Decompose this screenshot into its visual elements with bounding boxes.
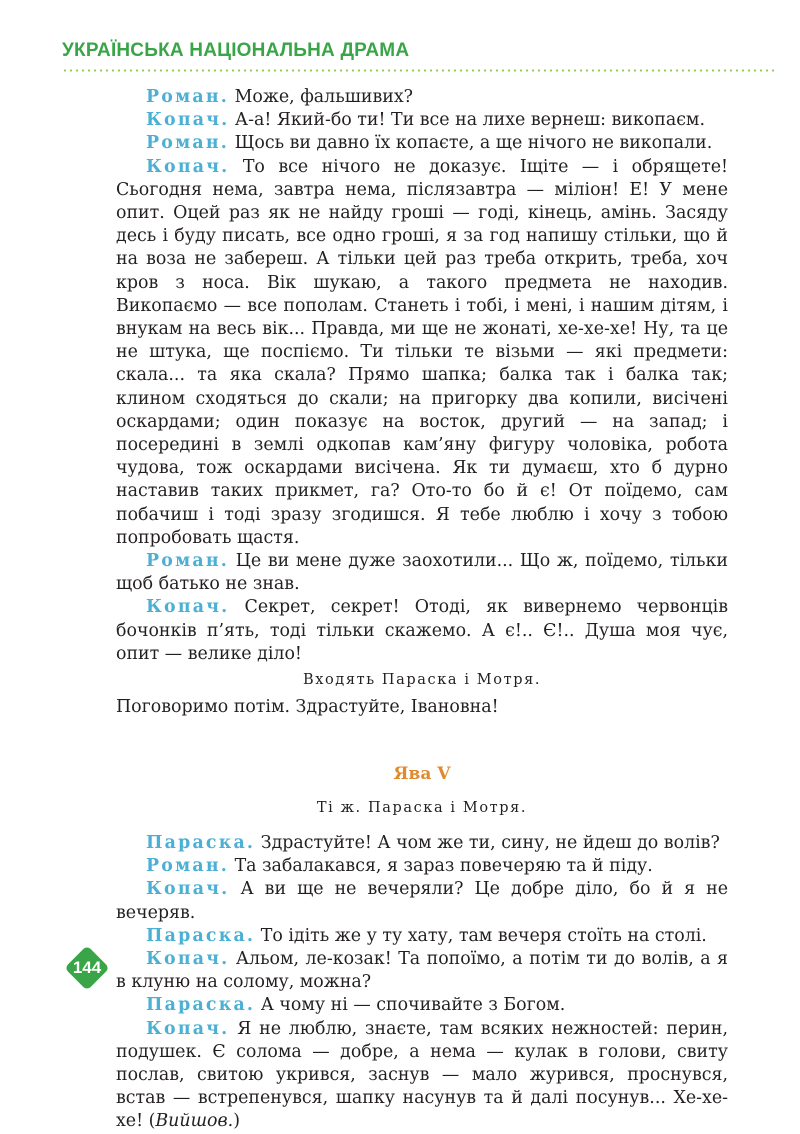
- speaker-name: Параска.: [146, 995, 256, 1016]
- dialogue-line: [116, 994, 728, 1017]
- dialogue-line: [116, 86, 728, 109]
- dialogue-line: [116, 878, 728, 924]
- speaker-name: Роман.: [146, 87, 230, 107]
- line-text: Я не люблю, знаєте, там всяких нежностей: перин, подушек. Є солома — добре, а нема — кулак в голови, свиту послав, свитою укрився, заснув — мало журився, проснувся, встав — встрепенувся, шапку насунув та й далі посунув... Хе-хе-хе! (: [116, 1018, 728, 1132]
- speaker-name: Копач.: [146, 1018, 230, 1039]
- stage-direction: Входять Параска і Мотря.: [302, 672, 542, 689]
- header-dotted-divider: [62, 69, 774, 72]
- speaker-name: Роман.: [146, 856, 230, 877]
- stage-remark: Вийшов.: [155, 1111, 234, 1132]
- speaker-name: Копач.: [146, 156, 230, 177]
- stage-direction: Ті ж. Параска і Мотря.: [316, 799, 528, 816]
- dialogue-line: [116, 109, 728, 132]
- line-text: Здрастуйте! А чом же ти, сину, не йдеш до волів?: [255, 832, 720, 853]
- line-text: Це ви мене дуже заохотили... Що ж, поїдемо, тільки щоб батько не знав.: [116, 551, 728, 595]
- line-text: Може, фальшивих?: [229, 87, 413, 107]
- dialogue-line: [116, 855, 728, 878]
- line-text: А чому ні — спочивайте з Богом.: [255, 995, 566, 1016]
- speaker-name: Роман.: [146, 133, 230, 154]
- speaker-name: Параска.: [146, 925, 256, 946]
- dialogue-line: [116, 832, 728, 855]
- scene-title: Ява V: [393, 764, 451, 785]
- speaker-name: Параска.: [146, 832, 256, 853]
- page-number: 144: [72, 958, 102, 977]
- dialogue-line: [116, 925, 728, 948]
- dialogue-line: [116, 132, 728, 155]
- line-text: Та забалакався, я зараз повечеряю та й піду.: [229, 856, 653, 877]
- line-text: Альом, ле-козак! Та попоїмо, а потім ти до волів, а я в клуню на солому, можна?: [116, 948, 728, 993]
- closing-paren: ): [233, 1111, 240, 1132]
- line-text: То ідіть же у ту хату, там вечеря стоїть на столі.: [255, 925, 707, 946]
- dialogue-line: [116, 596, 728, 666]
- line-text: Секрет, секрет! Отоді, як вивернемо червонців бочонків п’ять, тоді тільки скажемо. А є!.. Є!.. Душа моя чує, опит — велике діло!: [116, 597, 728, 664]
- speaker-name: Роман.: [146, 551, 230, 572]
- speaker-name: Копач.: [146, 110, 230, 131]
- dialogue-line: [116, 948, 728, 994]
- speaker-name: Копач.: [146, 879, 230, 900]
- speaker-name: Копач.: [146, 597, 230, 618]
- speaker-name: Копач.: [146, 948, 230, 969]
- line-text: Щось ви давно їх копаєте, а ще нічого не викопали.: [229, 133, 713, 154]
- play-text: [116, 86, 728, 1134]
- line-text: А-а! Який-бо ти! Ти все на лихе вернеш: викопаєм.: [229, 110, 705, 131]
- line-text: То все нічого не доказує. Іщіте — і обрящете! Сьогодня нема, завтра нема, післязавтра — міліон! Е! У мене опит. Оцей раз як не найду гроші — годі, кінець, амінь. Засяду десь і буду писать, все одно гроші, я за год напишу стільки, що й на воза не забереш. А тільки цей раз треба открить, треба, хоч кров з носа. Вік шукаю, а такого предмета не находив. Викопаємо — все пополам. Станеть і тобі, і мені, і нашим дітям, і внукам на весь вік... Правда, ми ще не жонаті, хе-хе-хе! Ну, та це не штука, ще поспіємо. Ти тільки те візьми — які предмети: скала... та яка скала? Прямо шапка; балка так і балка так; клином сходяться до скали; на пригорку два копили, висічені оскардами; один показує на восток, другий — на запад; і посередині в землі одкопав кам’яну фигуру чоловіка, робота чудова, тож оскардами висічена. Як ти думаєш, хто б дурно наставив таких прикмет, га? Ото-то бо й є! От поїдемо, сам побачиш і тоді зразу згодишся. Я тебе люблю і хочу з тобою попробовать щастя.: [116, 156, 728, 548]
- dialogue-line: [116, 550, 728, 596]
- dialogue-line: [116, 1018, 728, 1134]
- page-header-title: УКРАЇНСЬКА НАЦІОНАЛЬНА ДРАМА: [62, 40, 410, 61]
- dialogue-continuation: Поговоримо потім. Здрастуйте, Івановна!: [116, 697, 499, 718]
- dialogue-line: [116, 156, 728, 550]
- line-text: А ви ще не вечеряли? Це добре діло, бо й я не вечеряв.: [116, 879, 728, 923]
- page-number-badge: [63, 944, 111, 992]
